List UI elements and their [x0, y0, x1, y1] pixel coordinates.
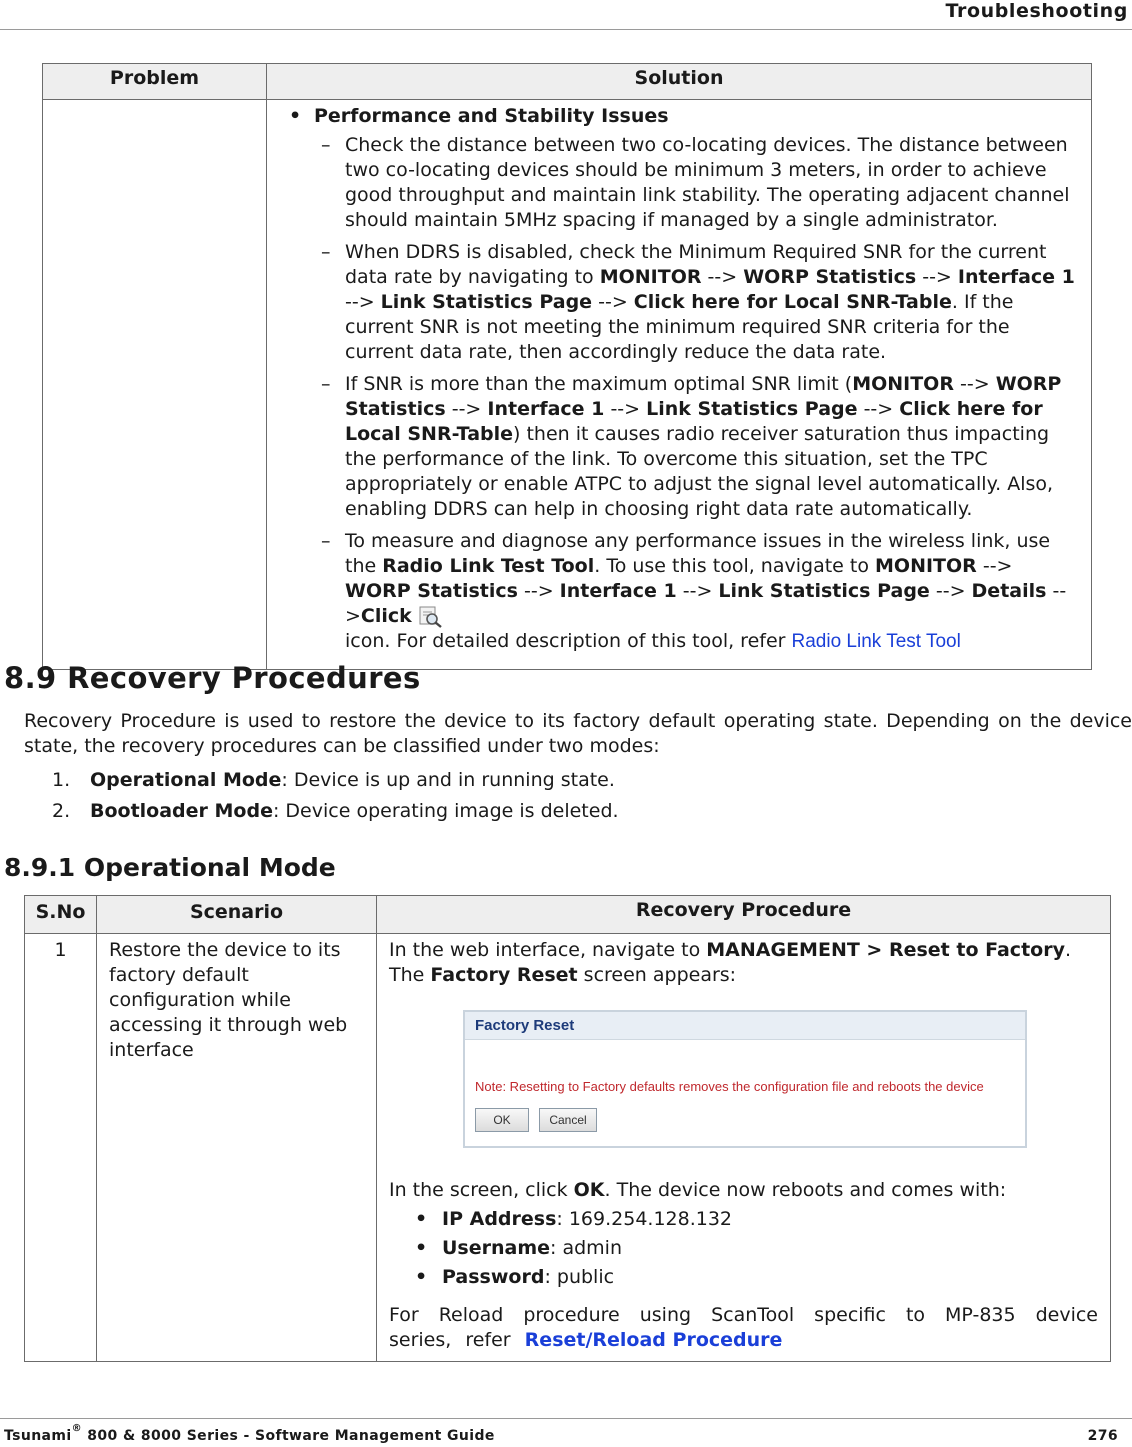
- col-scenario: Scenario: [97, 896, 377, 934]
- recovery-table: [24, 895, 1111, 1362]
- default-credentials-list: [389, 1207, 1098, 1294]
- list-item: 2. Bootloader Mode: Device operating image is deleted.: [52, 800, 619, 822]
- problem-cell: [43, 100, 267, 670]
- list-item: • IP Address: 169.254.128.132: [415, 1208, 733, 1230]
- bullet-title: Performance and Stability Issues: [314, 105, 669, 127]
- list-item: – When DDRS is disabled, check the Minimum Required SNR for the current data rate by navigating to MONITOR --> WORP Statistics --> Interface 1 --> Link Statistics Page --> Click here for Local SNR-Table. If the current SNR is not meeting the minimum required SNR criteria for the current data rate, then accordingly reduce the data rate.: [321, 240, 1077, 365]
- bullet-heading: • Performance and Stability Issues: [289, 105, 669, 127]
- radio-link-test-tool-link[interactable]: Radio Link Test Tool: [791, 631, 961, 652]
- reload-note: For Reload procedure using ScanTool specific to MP-835 device series, refer Reset/Reload Procedure: [389, 1304, 1098, 1351]
- col-solution: Solution: [267, 64, 1092, 100]
- list-item: – Check the distance between two co-locating devices. The distance between two co-locating devices should be minimum 3 meters, in order to achieve good throughput and maintain link stability. The operating adjacent channel should maintain 5MHz spacing if managed by a single administrator.: [321, 133, 1077, 233]
- list-item: • Password: public: [415, 1266, 615, 1288]
- subsection-title: 8.9.1 Operational Mode: [4, 853, 336, 882]
- col-problem: Problem: [43, 64, 267, 100]
- col-recovery-procedure: Recovery Procedure: [377, 896, 1111, 934]
- row-scenario: Restore the device to its factory default configuration while accessing it through web interface: [97, 934, 377, 1362]
- list-item: – To measure and diagnose any performance issues in the wireless link, use the Radio Link Test Tool. To use this tool, navigate to MONITOR --> WORP Statistics --> Interface 1 --> Link Statistics Page --> Details -->Click icon. For detailed description of this tool, refer Radio Link Test Tool: [321, 529, 1077, 654]
- page-number: 276: [1087, 1428, 1118, 1444]
- list-item: 1. Operational Mode: Device is up and in running state.: [52, 769, 615, 791]
- section-intro: Recovery Procedure is used to restore the device to its factory default operating state. Depending on the device state, the recovery procedures can be classified under two modes:: [24, 710, 1132, 757]
- solution-cell: [267, 100, 1092, 670]
- list-item: – If SNR is more than the maximum optimal SNR limit (MONITOR --> WORP Statistics --> Interface 1 --> Link Statistics Page --> Click here for Local SNR-Table) then it causes radio receiver saturation thus impacting the performance of the link. To overcome this situation, set the TPC appropriately or enable ATPC to adjust the signal level automatically. Also, enabling DDRS can help in choosing right data rate automatically.: [321, 372, 1077, 522]
- reset-reload-link[interactable]: Reset/Reload Procedure: [524, 1329, 783, 1351]
- mode-list: [52, 768, 619, 830]
- factory-reset-note: Note: Resetting to Factory defaults removes the configuration file and reboots the device: [475, 1079, 984, 1094]
- cancel-button[interactable]: Cancel: [539, 1108, 597, 1132]
- troubleshooting-table: [42, 63, 1092, 670]
- row-procedure: In the web interface, navigate to MANAGEMENT > Reset to Factory. The Factory Reset screen appears: Factory Reset Note: Resetting to Factory defaults removes the configuration file and reboots the device OK Cancel In the screen, click OK. The device now reboots and comes with: • IP Address: 169.254.128.132 • Username: admin • Password: public For Reload procedure using ScanTool specific to MP-835 device series, refer Reset/Reload Procedure: [377, 934, 1111, 1362]
- header-title: Troubleshooting: [945, 0, 1128, 22]
- section-title: 8.9 Recovery Procedures: [4, 661, 421, 695]
- col-sno: S.No: [25, 896, 97, 934]
- table-row: [25, 934, 1111, 1362]
- footer-guide: Tsunami® 800 & 8000 Series - Software Management Guide: [4, 1423, 495, 1444]
- page-footer: [0, 1418, 1132, 1444]
- search-details-icon: [418, 605, 446, 629]
- solution-list: [281, 133, 1077, 654]
- row-sno: 1: [25, 934, 97, 1362]
- factory-reset-screenshot: [463, 1010, 1027, 1148]
- ok-button[interactable]: OK: [475, 1108, 529, 1132]
- list-item: • Username: admin: [415, 1237, 623, 1259]
- factory-reset-title: Factory Reset: [465, 1012, 1025, 1040]
- page-header: [0, 0, 1132, 30]
